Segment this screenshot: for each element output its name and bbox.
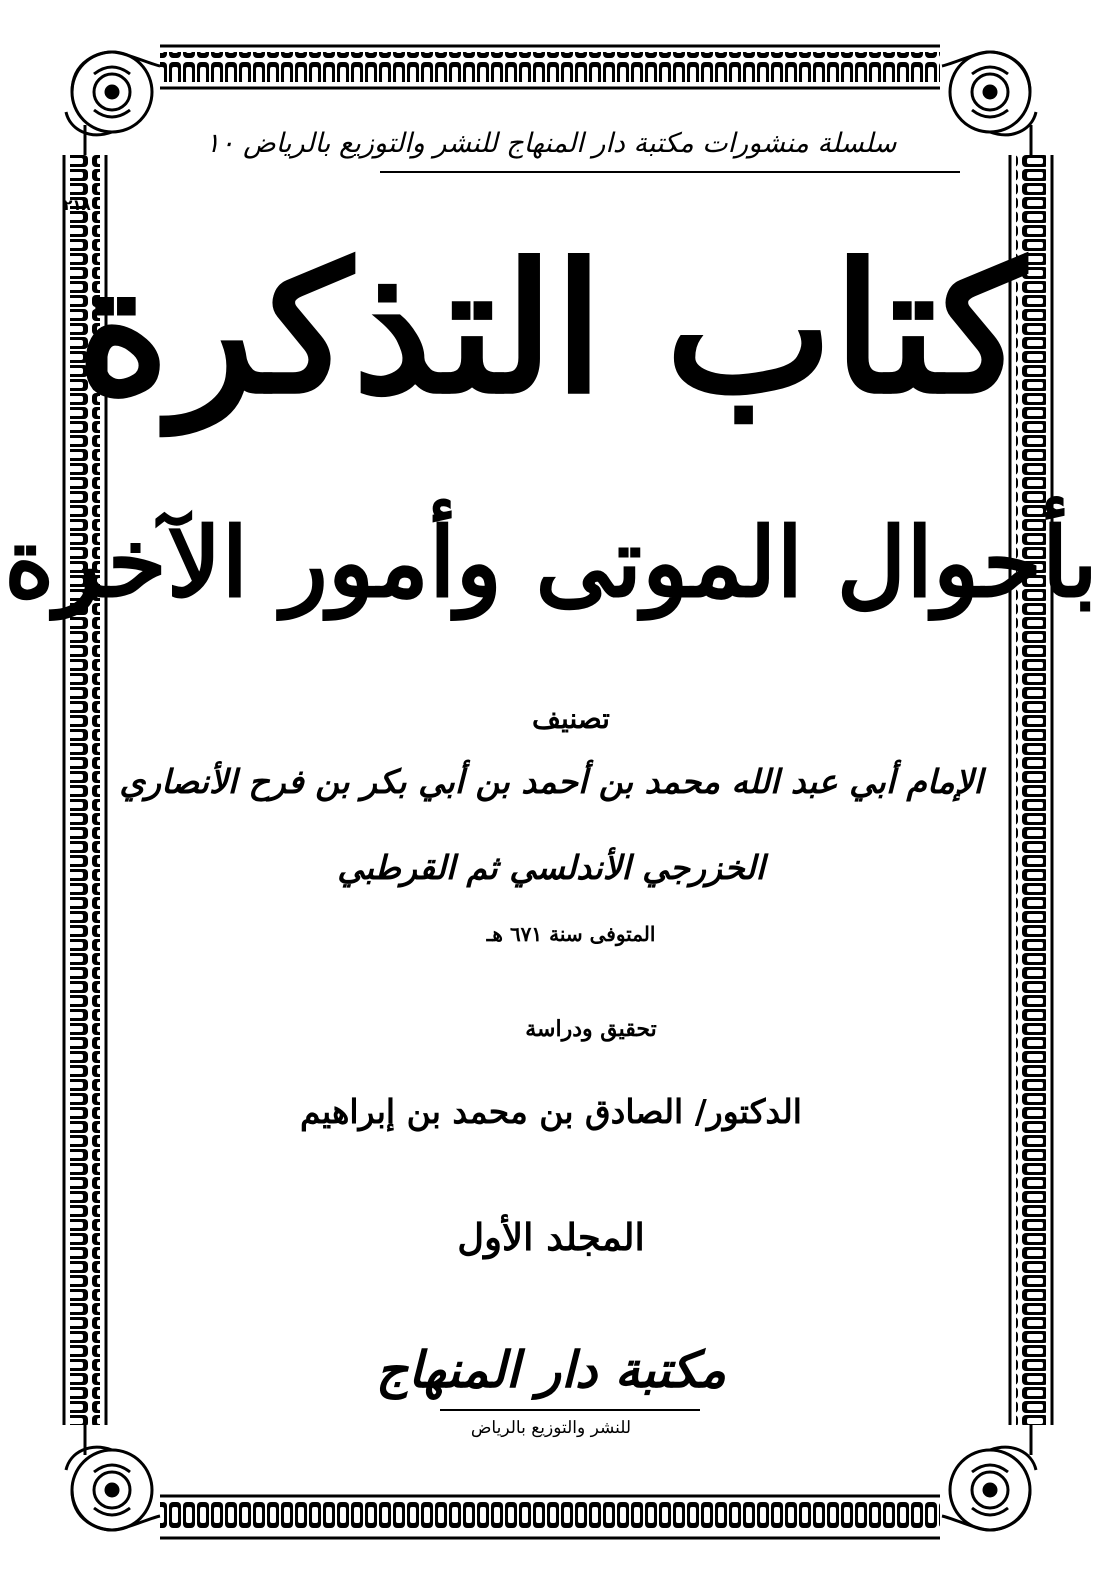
editor-name: الدكتور/ الصادق بن محمد بن إبراهيم: [300, 1092, 802, 1131]
book-title: كتاب التذكرة: [76, 224, 1026, 433]
corner-ornament-bottom-left: [66, 1447, 160, 1530]
bottom-border: [160, 1496, 940, 1538]
author-name-line2: الخزرجي الأندلسي ثم القرطبي: [337, 848, 765, 887]
corner-ornament-top-right: [942, 52, 1036, 135]
author-label: تصنيف: [532, 702, 610, 735]
publisher-name: مكتبة دار المنهاج: [375, 1340, 727, 1399]
corner-ornament-bottom-right: [942, 1447, 1036, 1530]
corner-ornament-top-left: [66, 52, 160, 135]
editing-label: تحقيق ودراسة: [525, 1016, 657, 1042]
author-death-note: المتوفى سنة ٦٧١ هـ: [486, 922, 656, 946]
top-border: [160, 46, 940, 88]
margin-note: ٢١٨: [63, 196, 91, 214]
volume-label: المجلد الأول: [457, 1215, 645, 1259]
series-heading: سلسلة منشورات مكتبة دار المنهاج للنشر والتوزيع بالرياض ١٠: [205, 128, 897, 159]
publisher-subtitle: للنشر والتوزيع بالرياض: [470, 1418, 632, 1438]
book-subtitle: بأحوال الموتى وأمور الآخرة: [4, 506, 1098, 619]
author-name-line1: الإمام أبي عبد الله محمد بن أحمد بن أبي بكر بن فرح الأنصاري: [119, 762, 983, 801]
